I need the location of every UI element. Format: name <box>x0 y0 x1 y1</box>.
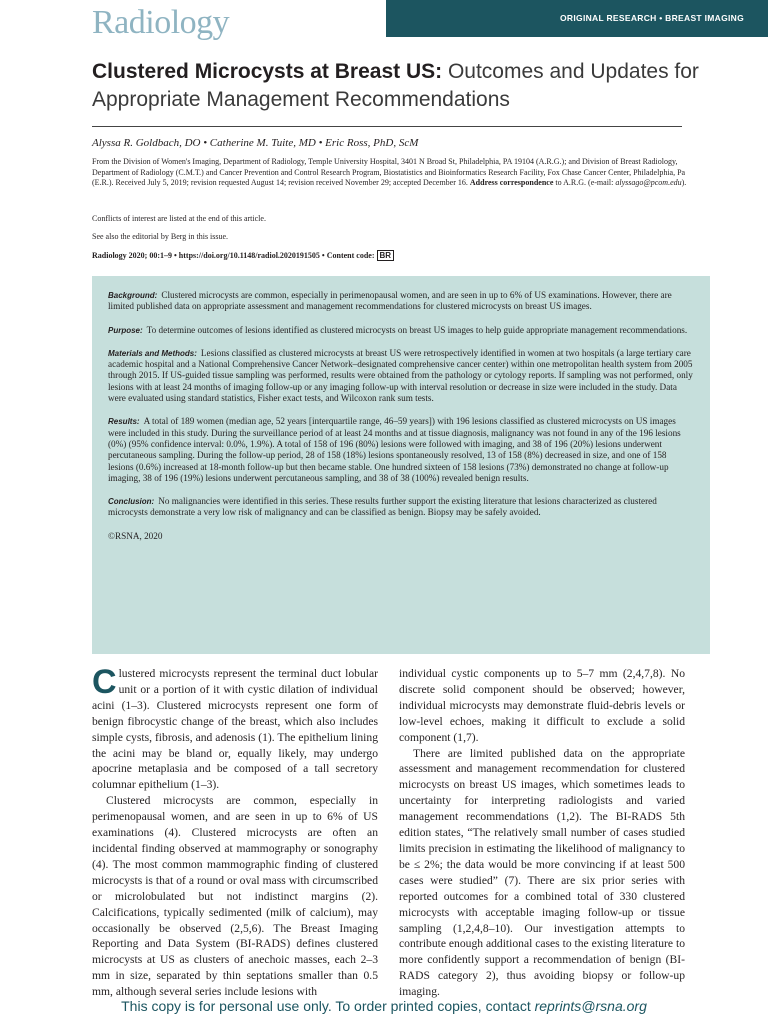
affiliation <box>92 157 692 189</box>
footer-text: This copy is for personal use only. To order printed copies, contact <box>121 998 535 1014</box>
journal-name: Radiology <box>92 4 230 41</box>
purpose-text: To determine outcomes of lesions identified as clustered microcysts on breast US images to help guide appropriate management recommendations. <box>146 324 688 335</box>
conflicts-note: Conflicts of interest are listed at the end of this article. <box>92 214 266 223</box>
background-text: Clustered microcysts are common, especially in perimenopausal women, and are seen in up to 6% of US examinations. However, there are limited published data on appropriate assessment and management recommendations for clustered microcysts on breast US images. <box>108 290 672 312</box>
reprints-email[interactable]: reprints@rsna.org <box>534 998 647 1014</box>
conclusion-text: No malignancies were identified in this series. These results further support the existing literature that lesions characterized as clustered microcysts demonstrate a very low risk of malignancy and can be classified as benign. Biopsy may be safely avoided. <box>108 496 657 518</box>
abstract-box <box>92 276 710 654</box>
background-label: Background: <box>108 291 158 300</box>
affiliation-text: From the Division of Women's Imaging, Department of Radiology, Temple University Hospital, 3401 N Broad St, Philadelphia, PA 19104 (A.R.G.); and Division of Breast Radiology, Department of Radiology (C.M.T.) and Cancer Prevention and Control Research Program, Biostatistics and Bioinformatics Research Facility, Fox Chase Cancer Center, Philadelphia, Pa (E.R.). Received July 5, 2019; revision requested August 14; revision received November 29; accepted December 16. <box>92 157 686 187</box>
abstract-methods <box>108 348 694 404</box>
purpose-label: Purpose: <box>108 325 143 335</box>
content-code-badge: BR <box>377 250 395 261</box>
results-label: Results: <box>108 417 140 427</box>
body-paragraph <box>92 663 378 793</box>
methods-text: Lesions classified as clustered microcysts at breast US were retrospectively identified in women at two hospitals (a large tertiary care academic hospital and a National Comprehensive Cancer Network–designated comprehensive cancer center) within one metropolitan health system from 2005 through 2015. If US-guided tissue sampling was performed, results were obtained from the pathology or cytology reports. If sampling was not performed, only lesions with at least 24 months of imaging follow-up or any imaging follow-up with interval resolution or decrease in size were included in the study. Data were evaluated using standard statistics, Fisher exact tests, and Wilcoxon rank sum tests. <box>108 347 693 404</box>
citation-text: Radiology 2020; 00:1–9 • https://doi.org/10.1148/radiol.2020191505 • Content code: <box>92 251 377 260</box>
title-main: Clustered Microcysts at Breast US: <box>92 60 443 83</box>
abstract-background <box>108 290 694 313</box>
correspondence-text: to A.R.G. (e-mail: <box>553 178 616 187</box>
section-banner: ORIGINAL RESEARCH • BREAST IMAGING <box>386 0 768 37</box>
title-rule <box>92 126 682 127</box>
author-list: Alyssa R. Goldbach, DO • Catherine M. Tuite, MD • Eric Ross, PhD, ScM <box>92 137 419 149</box>
body-column-left <box>92 663 378 1000</box>
abstract-results <box>108 416 694 484</box>
correspondence-email[interactable]: alyssago@pcom.edu <box>615 178 682 187</box>
abstract-copyright: ©RSNA, 2020 <box>108 530 163 541</box>
body-paragraph: Clustered microcysts are common, especially in perimenopausal women, and are seen in up to 6% of US examinations (4). Clustered microcysts are often an incidental finding observed at mammography or sonography (4). The most common mammographic finding of clustered microcysts is that of a round or oval mass with circumscribed or microlobulated but not indistinct margins (2). Calcifications, typically sedimented (milk of calcium), may occasionally be observed (2,5,6). The Breast Imaging Reporting and Data System (BI-RADS) defines clustered microcysts at US as clusters of anechoic masses, each 2–3 mm in size, separated by thin septations smaller than 0.5 mm, although several series include lesions with <box>92 794 378 999</box>
drop-cap: C <box>92 663 117 701</box>
conclusion-label: Conclusion: <box>108 497 155 507</box>
article-title <box>92 58 712 114</box>
methods-label: Materials and Methods: <box>108 348 197 358</box>
body-paragraph: There are limited published data on the appropriate assessment and management recommendation for clustered microcysts on breast US images, which sometimes leads to uncertainty for interpreting radiologists and varied management recommendations (1,2). The BI-RADS 5th edition states, “The relatively small number of cases studied limits precision in estimating the likelihood of malignancy to be ≤ 2%; the data would be more convincing if at least 500 cases were studied” (7). There are six prior series with reported outcomes for a combined total of 330 clustered microcysts with acceptable imaging follow-up or tissue sampling (1,2,4,8–10). Our investigation attempts to contribute enough additional cases to the existing literature to more confidently support a recommendation of benign (BI-RADS category 2), thus avoiding biopsy or follow-up imaging. <box>399 746 685 999</box>
body-text: lustered microcysts represent the terminal duct lobular unit or a portion of it with cystic dilation of individual acini (1–3). Clustered microcysts represent one form of benign fibrocystic change of the breast, which also includes simple cysts, fibrosis, and adenosis (1). The epithelium lining the acini may be bland or, equally likely, may undergo apocrine metaplasia and be composed of a tall secretory columnar epithelium (1–3). <box>92 667 378 792</box>
editorial-note: See also the editorial by Berg in this issue. <box>92 232 229 241</box>
body-paragraph: individual cystic components up to 5–7 mm (2,4,7,8). No discrete solid component should be observed; however, individual microcysts may demonstrate fluid-debris levels or low-level echoes, making it difficult to exclude a solid component (1,7). <box>399 667 685 744</box>
abstract-conclusion <box>108 496 694 519</box>
body-column-right <box>399 666 685 1000</box>
abstract-purpose <box>108 325 694 336</box>
footer-notice <box>0 998 768 1014</box>
correspondence-end: ). <box>681 178 687 187</box>
correspondence-label: Address correspondence <box>469 178 554 187</box>
citation-line <box>92 250 394 261</box>
results-text: A total of 189 women (median age, 52 years [interquartile range, 46–59 years]) with 196 lesions classified as clustered microcysts on US images were included in this study. During the surveillance period of at least 24 months and at tissue diagnosis, malignancy was not found in any of the 196 lesions (0%) (95% confidence interval: 0.0%, 1.9%). A total of 158 of 196 (80%) lesions were followed with imaging, and 38 of 196 (20%) lesions underwent percutaneous sampling. During the follow-up period, 28 of 158 (18%) lesions spontaneously resolved, 13 of 158 (8%) decreased in size, and one of 158 lesions (0.6%) increased at 18-month follow-up but then became stable. One hundred sixteen of 158 lesions (73%) demonstrated no change at follow-up imaging, 38 of 196 (19%) lesions underwent percutaneous sampling, and 38 of 38 (100%) revealed benign results. <box>108 416 681 483</box>
title-sub: Outcomes and Updates for Appropriate Management Recommendations <box>92 60 699 111</box>
